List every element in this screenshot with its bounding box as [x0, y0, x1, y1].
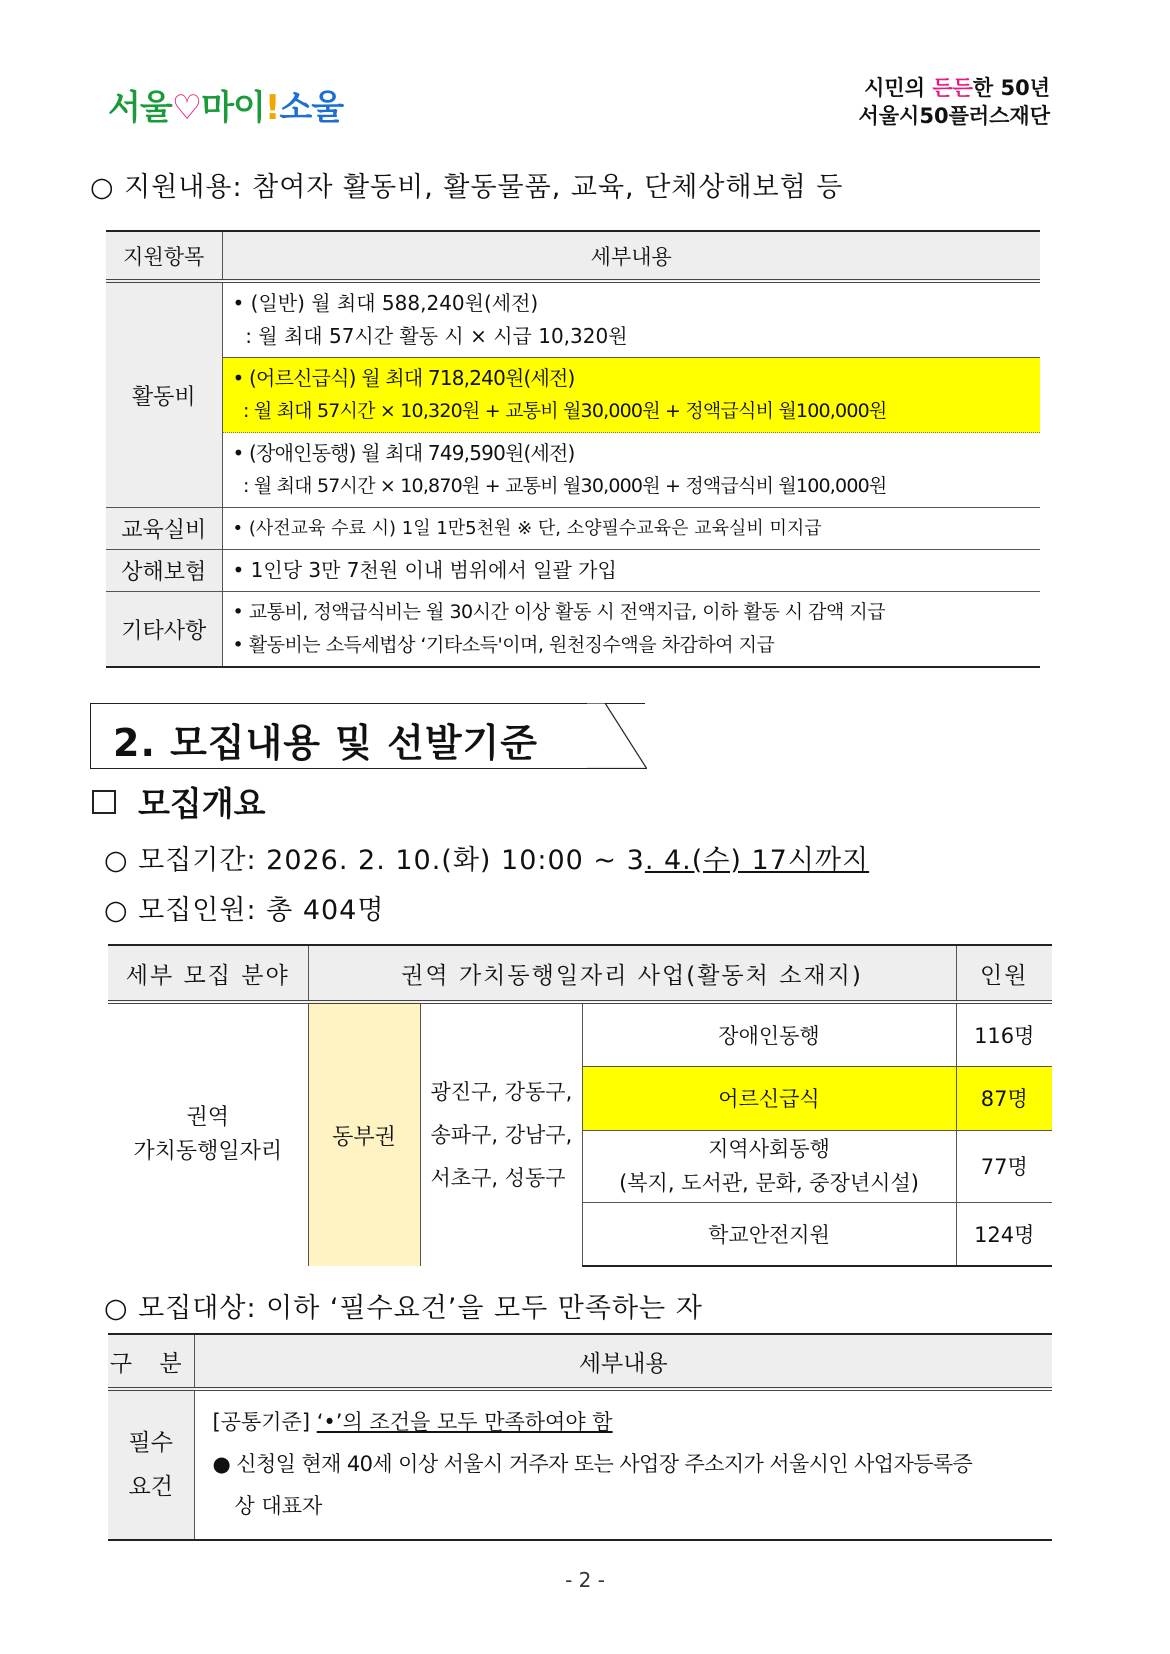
requirement-detail — [194, 1389, 1052, 1540]
project-name: 장애인동행 — [582, 1002, 956, 1066]
logo-part: 소울 — [279, 88, 344, 128]
etc-detail — [222, 592, 1040, 668]
activity-label: 활동비 — [106, 281, 222, 508]
slogan-part: 한 50년 — [972, 76, 1050, 100]
region-cell: 동부권 — [308, 1002, 420, 1266]
logo-part: 서울 — [108, 88, 172, 128]
common-prefix: [공통기준] — [212, 1410, 317, 1434]
project-count: 87명 — [956, 1066, 1052, 1130]
logo-part: 마이 — [201, 88, 265, 128]
common-criteria — [213, 1401, 1037, 1443]
disabled-line-2: : 월 최대 57시간 × 10,870원 + 교통비 월30,000원 + 정액급식비 월100,000원 — [232, 475, 887, 497]
square-icon — [92, 790, 116, 814]
project-name: 학교안전지원 — [582, 1202, 956, 1266]
recruit-table — [108, 944, 1052, 1267]
common-underlined: ‘•’의 조건을 모두 만족하여야 함 — [316, 1410, 613, 1434]
col-header-division: 구 분 — [108, 1334, 194, 1389]
insurance-detail: • 1인당 3만 7천원 이내 범위에서 일괄 가입 — [222, 550, 1040, 592]
foundation-name: 서울시50플러스재단 — [858, 104, 1050, 128]
requirement-item: ● 신청일 현재 40세 이상 서울시 거주자 또는 사업장 주소지가 서울시인 사업자등록증 — [212, 1452, 973, 1476]
period-underlined: . 4.(수) 17시까지 — [644, 845, 870, 876]
overview-title: 모집개요 — [138, 784, 266, 823]
col-header-item: 지원항목 — [106, 231, 222, 281]
requirement-label — [108, 1389, 194, 1540]
districts-line: 서초구, 성동구 — [430, 1165, 566, 1190]
period-text: ○ 모집기간: 2026. 2. 10.(화) 10:00 ~ 3 — [104, 845, 645, 876]
etc-line-2: • 활동비는 소득세법상 ‘기타소득'이며, 원천징수액을 차감하여 지급 — [232, 634, 775, 656]
page-number: - 2 - — [565, 1568, 605, 1592]
districts-line: 송파구, 강남구, — [430, 1122, 573, 1147]
project-count: 116명 — [956, 1002, 1052, 1066]
disabled-line-1: • (장애인동행) 월 최대 749,590원(세전) — [232, 441, 575, 465]
project-name: 어르신급식 — [582, 1066, 956, 1130]
col-header-count: 인원 — [956, 945, 1052, 1002]
recruit-count: ○ 모집인원: 총 404명 — [104, 895, 385, 926]
requirement-label-line-2: 요건 — [128, 1474, 173, 1500]
support-heading: ○ 지원내용: 참여자 활동비, 활동물품, 교육, 단체상해보험 등 — [90, 172, 844, 203]
field-cell — [108, 1002, 308, 1266]
project-name-line-2: (복지, 도서관, 문화, 중장년시설) — [619, 1171, 919, 1195]
project-name-line-1: 지역사회동행 — [708, 1137, 830, 1161]
logo-part: ! — [264, 88, 280, 128]
col-header-detail: 세부내용 — [194, 1334, 1052, 1389]
districts-cell — [420, 1002, 582, 1266]
project-count: 124명 — [956, 1202, 1052, 1266]
field-line-1: 권역 — [186, 1105, 229, 1130]
districts-line: 광진구, 강동구, — [430, 1079, 573, 1104]
meal-detail — [222, 358, 1040, 433]
foundation-logo — [858, 74, 1050, 130]
project-count: 77명 — [956, 1130, 1052, 1202]
etc-line-1: • 교통비, 정액급식비는 월 30시간 이상 활동 시 전액지급, 이하 활동 시 감액 지급 — [232, 601, 886, 623]
target-table — [108, 1333, 1052, 1541]
slogan-part: 시민의 — [864, 76, 933, 100]
requirement-label-line-1: 필수 — [128, 1430, 173, 1456]
edu-detail: • (사전교육 수료 시) 1일 1만5천원 ※ 단, 소양필수교육은 교육실비 미지급 — [222, 508, 1040, 550]
general-detail — [222, 281, 1040, 358]
requirement-item-cont: 상 대표자 — [234, 1494, 323, 1518]
col-header-project: 권역 가치동행일자리 사업(활동처 소재지) — [308, 945, 956, 1002]
slogan-highlight: 든든 — [932, 76, 973, 100]
slogan — [858, 74, 1050, 102]
section-heading-box — [90, 703, 645, 769]
meal-line-2: : 월 최대 57시간 × 10,320원 + 교통비 월30,000원 + 정액급식비 월100,000원 — [232, 400, 887, 422]
col-header-field: 세부 모집 분야 — [108, 945, 308, 1002]
meal-line-1: • (어르신급식) 월 최대 718,240원(세전) — [232, 366, 575, 390]
general-line-2: : 월 최대 57시간 활동 시 × 시급 10,320원 — [232, 324, 628, 348]
general-line-1: • (일반) 월 최대 588,240원(세전) — [232, 291, 539, 315]
overview-heading — [92, 778, 266, 825]
support-table — [106, 230, 1040, 668]
logo-heart-icon: ♡ — [171, 88, 202, 128]
target-heading: ○ 모집대상: 이하 ‘필수요건’을 모두 만족하는 자 — [104, 1293, 703, 1324]
disabled-detail — [222, 433, 1040, 508]
seoul-my-soul-logo — [108, 80, 343, 129]
col-header-detail: 세부내용 — [222, 231, 1040, 281]
heading-corner-shape — [587, 703, 647, 769]
insurance-label: 상해보험 — [106, 550, 222, 592]
field-line-2: 가치동행일자리 — [133, 1139, 283, 1164]
recruit-period — [104, 838, 869, 877]
edu-label: 교육실비 — [106, 508, 222, 550]
etc-label: 기타사항 — [106, 592, 222, 668]
section-title: 2. 모집내용 및 선발기준 — [113, 721, 538, 765]
project-name — [582, 1130, 956, 1202]
